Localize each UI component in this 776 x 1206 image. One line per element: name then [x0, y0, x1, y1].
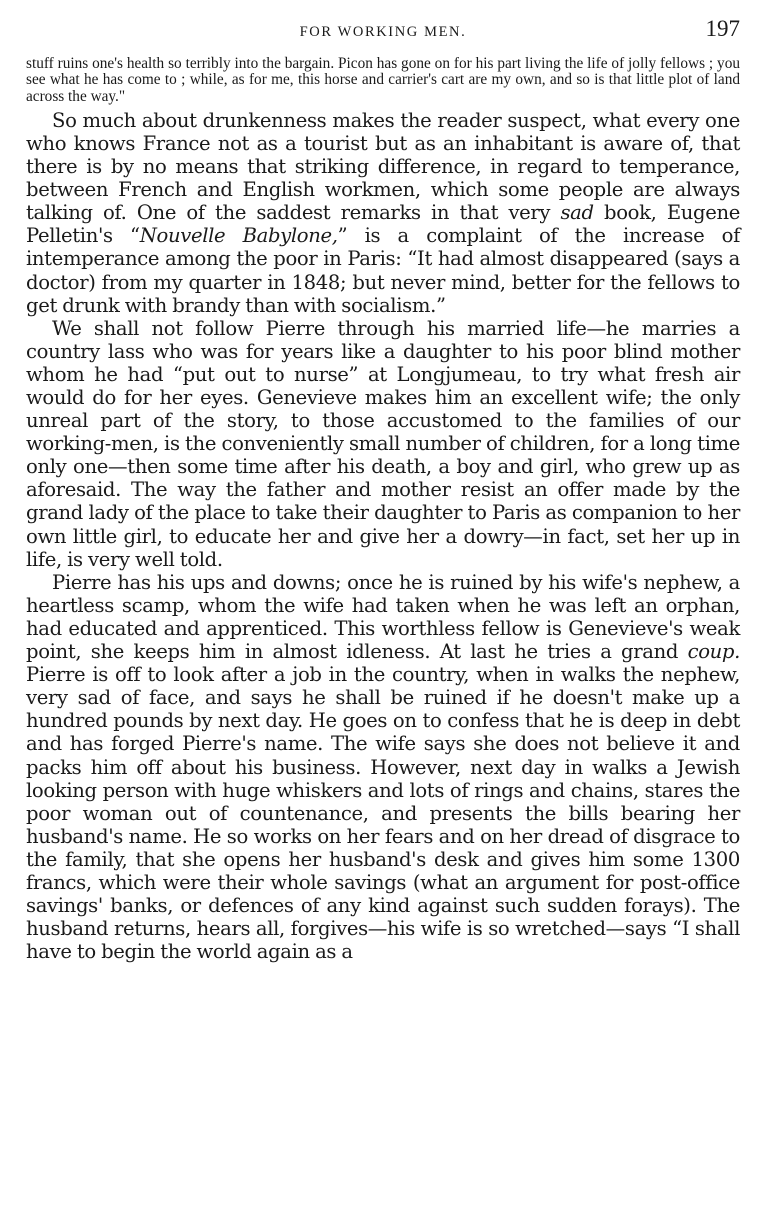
page-number: 197 — [705, 16, 740, 41]
paragraph-text: Pierre is off to look after a job in the country, when in walks the nephew, very sad of face, and says he shall be ruined if he doesn't make up a hundred pounds by next day. He goes on to confess that he is deep in debt and has forged Pierre's name. The wife says she does not believe it and packs him off about his business. However, next day in walks a Jewish looking person with huge whiskers and lots of rings and chains, stares the poor woman out of countenance, and presents the bills bearing her husband's name. He so works on her fears and on her dread of disgrace to the family, that she opens her husband's desk and gives him some 1300 francs, which were their whole savings (what an argument for post-office savings' banks, or defences of any kind against such sudden forays). The husband returns, hears all, forgives—his wife is so wretched—says “I shall have to begin the world again as a — [26, 663, 740, 964]
book-page — [26, 14, 740, 963]
paragraph-text: Pierre has his ups and downs; once he is ruined by his wife's nephew, a heartless scamp, whom the wife had taken when he was left an orphan, had educated and apprenticed. This worthless fellow is Genevieve's weak point, she keeps him in almost idleness. At last he tries a grand — [26, 570, 740, 664]
paragraph-text: ” is a complaint of the increase of intemperance among the poor in Paris: “It had almost disappeared (says a doctor) from my quarter in 1848; but never mind, better for the fellows to get drunk with brandy than with socialism.” — [26, 224, 740, 317]
paragraph-married-life — [26, 317, 740, 571]
paragraph-text: So much about drunkenness makes the reader suspect, what every one who knows France not as a tourist but as an inhabitant is aware of, that there is by no means that striking difference, in regard to temperance, between French and English workmen, which some people are always talking of. One of the saddest remarks in that very — [26, 108, 740, 225]
running-head: FOR WORKING MEN. — [299, 24, 467, 40]
italic-text: sad — [560, 201, 594, 225]
paragraph-text: book, Eugene Pelletin's “ — [26, 201, 740, 248]
page-header — [26, 14, 740, 48]
italic-text: coup. — [687, 640, 740, 664]
book-title: Nouvelle Babylone, — [139, 224, 338, 248]
paragraph-drunkenness — [26, 109, 740, 317]
paragraph-ups-and-downs — [26, 571, 740, 964]
paragraph-text: We shall not follow Pierre through his married life—he marries a country lass who was for years like a daughter to his poor blind mother whom he had “put out to nurse” at Longjumeau, to try what fresh air would do for her eyes. Genevieve makes him an excellent wife; the only unreal part of the story, to those accustomed to the families of our working-men, is the conveniently small number of children, for a long time only one—then some time after his death, a boy and girl, who grew up as aforesaid. The way the father and mother resist an offer made by the grand lady of the place to take their daughter to Paris as companion to her own little girl, to educate her and give her a dowry—in fact, set her up in life, is very well told. — [26, 316, 740, 571]
continuation-text: stuff ruins one's health so terribly into the bargain. Picon has gone on for his part living the life of jolly fellows ; you see what he has come to ; while, as for me, this horse and carrier's cart are my own, and so is that little plot of land across the way." — [26, 55, 740, 105]
